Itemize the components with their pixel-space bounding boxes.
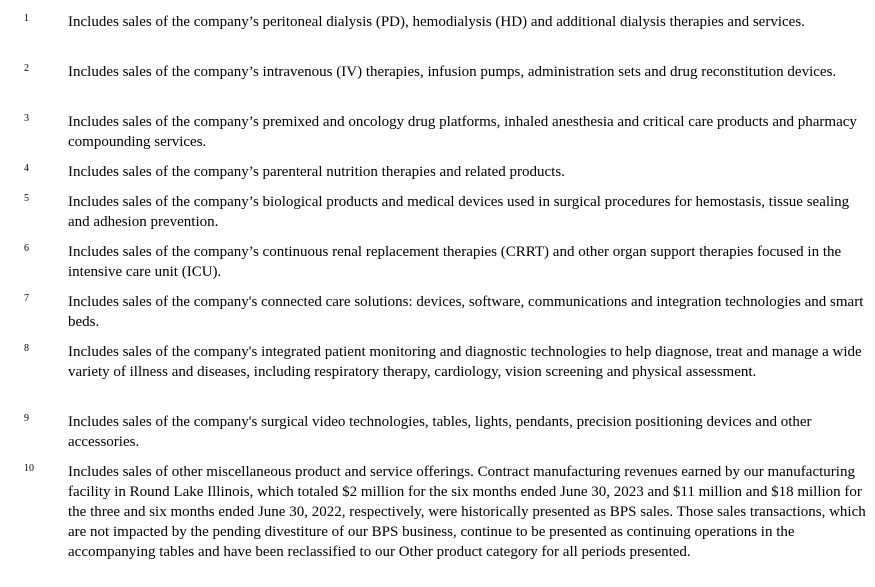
footnote-text: Includes sales of other miscellaneous product and service offerings. Contract manufacturing revenues earned by our manufacturing facility in Round Lake Illinois, which totaled $2 million for the six months ended June 30, 2023 and $11 million and $18 million for the three and six months ended June 30, 2022, respectively, were historically presented as BPS sales. Those sales transactions, which are not impacted by the pending divestiture of our BPS business, continue to be presented as continuing operations in the accompanying tables and have been reclassified to our Other product category for all periods presented. [68,464,866,560]
footnote-text: Includes sales of the company’s parenteral nutrition therapies and related products. [68,164,565,180]
footnote-number: 6 [24,243,29,254]
footnote-text: Includes sales of the company’s biological products and medical devices used in surgical procedures for hemostasis, tissue sealing and adhesion prevention. [68,194,850,230]
footnote-number: 3 [24,113,29,124]
footnote-number: 2 [24,63,29,74]
footnote-number: 7 [24,293,29,304]
footnote-text: Includes sales of the company’s peritoneal dialysis (PD), hemodialysis (HD) and additional dialysis therapies and services. [68,14,805,30]
footnote-number: 9 [24,413,29,424]
footnote-number: 1 [24,13,29,24]
footnote-text: Includes sales of the company’s intravenous (IV) therapies, infusion pumps, administration sets and drug reconstitution devices. [68,64,837,80]
footnote-text: Includes sales of the company's connected care solutions: devices, software, communications and integration technologies and smart beds. [68,294,864,330]
footnote-text: Includes sales of the company's surgical video technologies, tables, lights, pendants, precision positioning devices and other accessories. [68,414,812,450]
footnote-number: 5 [24,193,29,204]
footnote-number: 4 [24,163,29,174]
footnote-text: Includes sales of the company’s continuous renal replacement therapies (CRRT) and other organ support therapies focused in the intensive care unit (ICU). [68,244,842,280]
footnote-text: Includes sales of the company's integrated patient monitoring and diagnostic technologies to help diagnose, treat and manage a wide variety of illness and diseases, including respiratory therapy, cardiology, vision screening and physical assessment. [68,344,862,380]
footnote-number: 8 [24,343,29,354]
footnote-number: 10 [24,463,34,474]
footnote-text: Includes sales of the company’s premixed and oncology drug platforms, inhaled anesthesia and critical care products and pharmacy compounding services. [68,114,857,150]
